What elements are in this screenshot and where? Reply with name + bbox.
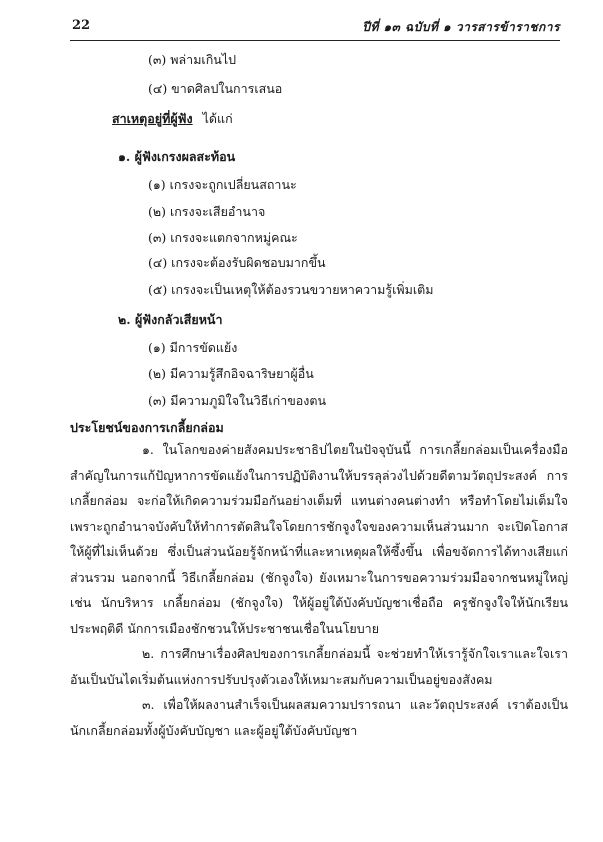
paragraph: ๑. ในโลกของค่ายสังคมประชาธิปไตยในปัจจุบันนี้ การเกลี้ยกล่อมเป็นเครื่องมือสำคัญในการแก้ปัญหาการขัดแย้งในการปฏิบัติงานให้บรรลุล่วงไปด้วยดีตามวัตถุประสงค์ การเกลี้ยกล่อม จะก่อให้เกิดความร่วมมือกันอย่างเต็มที่ แทนต่างคนต่างทำ หรือทำโดยไม่เต็มใจเพราะถูกอำนาจบังคับให้ทำการตัดสินใจโดยการชักจูงใจของความเห็นส่วนมาก จะเปิดโอกาสให้ผู้ที่ไม่เห็นด้วย ซึ่งเป็นส่วนน้อยรู้จักหน้าที่และหาเหตุผลให้ซึ้งขึ้น เพื่อขจัดการได้ทางเสียแก่ส่วนรวม นอกจากนี้ วิธีเกลี้ยกล่อม (ชักจูงใจ) ยังเหมาะในการขอความร่วมมือจากชนหมู่ใหญ่ เช่น นักบริหาร เกลี้ยกล่อม (ชักจูงใจ) ให้ผู้อยู่ใต้บังคับบัญชาเชื่อถือ ครูชักจูงใจให้นักเรียนประพฤติดี นักการเมืองชักชวนให้ประชาชนเชื่อในนโยบาย — [70, 442, 568, 636]
page-number: 22 — [72, 18, 91, 33]
section2-heading: ๒. ผู้ฟังกลัวเสียหน้า — [118, 312, 223, 327]
list-item: (๔) เกรงจะต้องรับผิดชอบมากขึ้น — [148, 255, 326, 270]
list-item: (๑) มีการขัดแย้ง — [148, 340, 238, 355]
listener-heading-label: สาเหตุอยู่ที่ผู้ฟัง — [112, 111, 193, 126]
running-head: ปีที่ ๑๓ ฉบับที่ ๑ วารสารข้าราชการ — [362, 20, 560, 34]
list-item: (๕) เกรงจะเป็นเหตุให้ต้องรวนขวายหาความรู้เพิ่มเติม — [148, 282, 434, 297]
paragraph: ๒. การศึกษาเรื่องศิลปของการเกลี้ยกล่อมนี้ จะช่วยทำให้เรารู้จักใจเราและใจเราอันเป็นบันไดเริ่มต้นแห่งการปรับปรุงตัวเองให้เหมาะสมกับความเป็นอยู่ของสังคม — [70, 646, 568, 687]
list-item: (๓) เกรงจะแตกจากหมู่คณะ — [148, 230, 298, 245]
paragraph: ๓. เพื่อให้ผลงานสำเร็จเป็นผลสมความปรารถนา และวัตถุประสงค์ เราต้องเป็นนักเกลี้ยกล่อมทั้งผู้บังคับบัญชา และผู้อยู่ใต้บังคับบัญชา — [70, 697, 568, 738]
list-item: (๓) พล่ามเกินไป — [148, 52, 237, 67]
list-item: (๒) มีความรู้สึกอิจฉาริษยาผู้อื่น — [148, 366, 314, 381]
benefits-heading: ประโยชน์ของการเกลี้ยกล่อม — [70, 420, 224, 435]
list-item: (๑) เกรงจะถูกเปลี่ยนสถานะ — [148, 177, 297, 192]
listener-heading-suffix: ได้แก่ — [202, 111, 233, 126]
list-item: (๓) มีความภูมิใจในวิธีเก่าของตน — [148, 393, 327, 408]
listener-heading — [112, 110, 233, 128]
benefits-body — [70, 437, 568, 743]
section1-heading: ๑. ผู้ฟังเกรงผลสะท้อน — [118, 149, 236, 164]
page-header — [70, 14, 560, 41]
list-item: (๒) เกรงจะเสียอำนาจ — [148, 204, 266, 219]
list-item: (๔) ขาดศิลปในการเสนอ — [148, 81, 283, 96]
